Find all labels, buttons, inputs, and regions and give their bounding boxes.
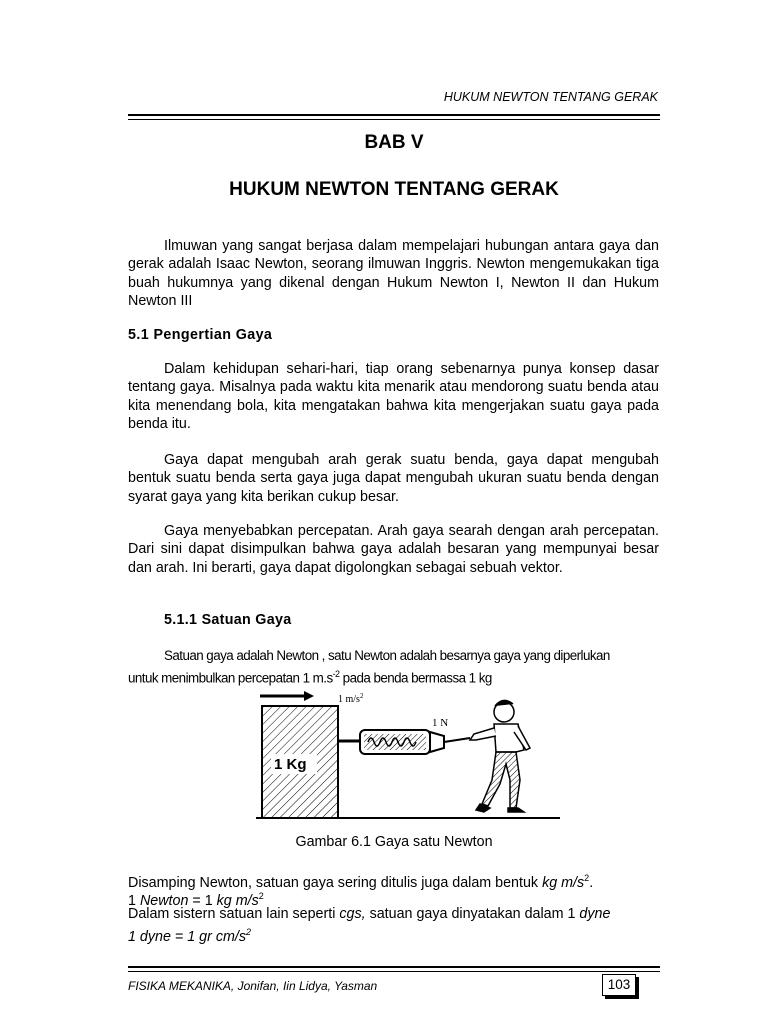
acceleration-arrow bbox=[260, 691, 314, 701]
section-paragraph-1: Dalam kehidupan sehari-hari, tiap orang sebenarnya punya konsep dasar tentang gaya. Misalnya pada waktu kita menarik atau mendorong suatu benda atau kita menendang bola, kita mengatakan bahwa kita mengerjakan suatu gaya pada benda itu. bbox=[128, 361, 659, 433]
figure-caption: Gambar 6.1 Gaya satu Newton bbox=[295, 834, 493, 850]
header-rule-thin bbox=[128, 119, 660, 120]
running-header: HUKUM NEWTON TENTANG GERAK bbox=[443, 90, 658, 104]
chapter-title: HUKUM NEWTON TENTANG GERAK bbox=[229, 179, 559, 200]
force-label: 1 N bbox=[432, 717, 449, 729]
footer-rule-thin bbox=[128, 971, 660, 972]
page-number: 103 bbox=[602, 974, 636, 996]
mass-label: 1 Kg bbox=[274, 756, 307, 773]
units-line-2: 1 Newton = 1 kg $m/s^2$ bbox=[128, 891, 264, 909]
section-heading: 5.1 Pengertian Gaya bbox=[128, 327, 273, 343]
chapter-number: BAB V bbox=[364, 132, 424, 153]
footer-book-info: FISIKA MEKANIKA, Jonifan, Iin Lidya, Yasman bbox=[128, 979, 378, 993]
units-line-1: Disamping Newton, satuan gaya sering ditulis juga dalam bentuk kg $m/s^2$. bbox=[128, 873, 594, 891]
section-paragraph-2: Gaya dapat mengubah arah gerak suatu benda, gaya dapat mengubah bentuk suatu benda serta gaya juga dapat mengubah ukuran suatu benda dengan syarat gaya yang kita berikan cukup besar. bbox=[128, 452, 659, 505]
acceleration-label: 1 $m/s^2$ bbox=[338, 692, 364, 705]
unit-definition: Satuan gaya adalah Newton , satu Newton adalah besarnya gaya yang diperlukan untuk menimbulkan percepatan 1 $m.s^{-2}$ pada benda bermassa 1 kg bbox=[128, 648, 610, 686]
units-line-4: 1 dyne = 1 gr $cm/s^2$ bbox=[128, 927, 252, 945]
subsection-heading: 5.1.1 Satuan Gaya bbox=[164, 612, 292, 628]
intro-paragraph: Ilmuwan yang sangat berjasa dalam mempelajari hubungan antara gaya dan gerak adalah Isaac Newton, seorang ilmuwan Inggris. Newton mengemukakan tiga buah hukumnya yang dikenal dengan Hukum Newton I, Newton II dan Hukum Newton III bbox=[128, 238, 659, 310]
force-figure bbox=[248, 688, 568, 824]
footer-rule-thick bbox=[128, 966, 660, 968]
person-pulling bbox=[470, 700, 530, 812]
units-line-3: Dalam sistern satuan lain seperti cgs, satuan gaya dinyatakan dalam 1 dyne bbox=[128, 906, 611, 922]
header-rule-thick bbox=[128, 114, 660, 116]
spring-scale bbox=[338, 730, 470, 754]
section-paragraph-3: Gaya menyebabkan percepatan. Arah gaya searah dengan arah percepatan. Dari sini dapat disimpulkan bahwa gaya adalah besaran yang mempunyai besar dan arah. Ini berarti, gaya dapat digolongkan sebagai sebuah vektor. bbox=[128, 523, 659, 576]
